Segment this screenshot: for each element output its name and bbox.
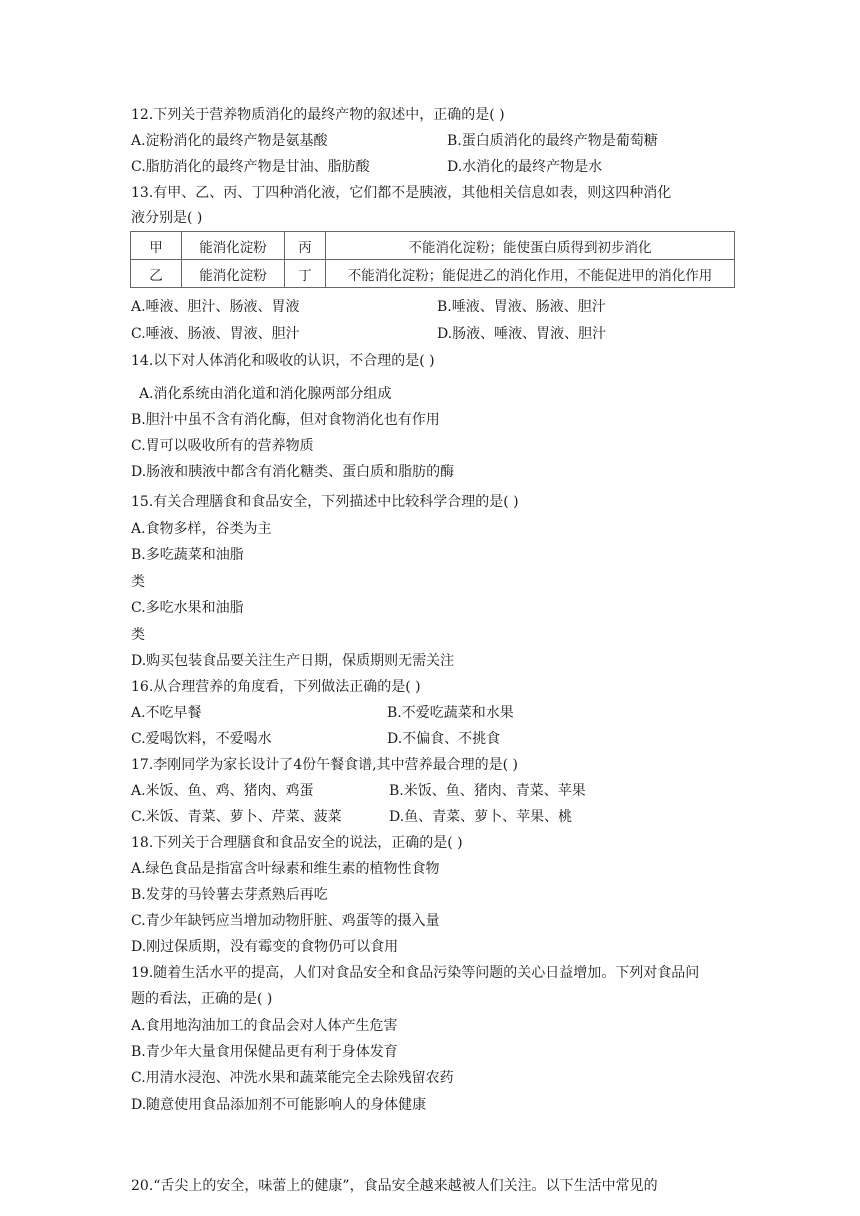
table-cell: 丙	[285, 232, 326, 260]
q17-option-b: B.米饭、鱼、猪肉、青菜、苹果	[389, 783, 586, 799]
table-cell: 能消化淀粉	[182, 232, 285, 260]
q13-option-b: B.唾液、胃液、肠液、胆汁	[437, 299, 606, 315]
q14-stem: 14.以下对人体消化和吸收的认识，不合理的是( )	[131, 353, 435, 369]
q16-stem: 16.从合理营养的角度看，下列做法正确的是( )	[131, 679, 421, 695]
q12-option-c: C.脂肪消化的最终产物是甘油、脂肪酸	[131, 159, 370, 175]
q16-option-d: D.不偏食、不挑食	[387, 731, 501, 747]
q18-option-c: C.青少年缺钙应当增加动物肝脏、鸡蛋等的摄入量	[131, 913, 440, 929]
table-row	[131, 260, 735, 288]
q15-option-c: C.多吃水果和油脂	[131, 600, 244, 616]
q13-stem-line1: 13.有甲、乙、丙、丁四种消化液，它们都不是胰液，其他相关信息如表，则这四种消化	[131, 185, 672, 201]
q13-info-table	[130, 231, 735, 288]
q19-stem-line2: 题的看法，正确的是( )	[131, 991, 273, 1007]
table-cell: 不能消化淀粉；能使蛋白质得到初步消化	[326, 232, 735, 260]
q16-option-c: C.爱喝饮料，不爱喝水	[131, 731, 272, 747]
q17-stem: 17.李刚同学为家长设计了4份午餐食谱,其中营养最合理的是( )	[131, 757, 518, 773]
table-cell: 甲	[131, 232, 182, 260]
table-cell: 乙	[131, 260, 182, 288]
q13-option-d: D.肠液、唾液、胃液、胆汁	[437, 326, 607, 342]
table-row	[131, 232, 735, 260]
q19-option-d: D.随意使用食品添加剂不可能影响人的身体健康	[131, 1097, 427, 1113]
q15-option-a: A.食物多样，谷类为主	[131, 521, 272, 537]
q14-option-b: B.胆汁中虽不含有消化酶，但对食物消化也有作用	[131, 412, 440, 428]
q18-option-b: B.发芽的马铃薯去芽煮熟后再吃	[131, 887, 328, 903]
q19-stem-line1: 19.随着生活水平的提高，人们对食品安全和食品污染等问题的关心日益增加。下列对食品问	[131, 965, 700, 981]
table-cell: 丁	[285, 260, 326, 288]
q19-option-b: B.青少年大量食用保健品更有利于身体发育	[131, 1044, 398, 1060]
q14-option-c: C.胃可以吸收所有的营养物质	[131, 438, 314, 454]
q17-option-a: A.米饭、鱼、鸡、猪肉、鸡蛋	[131, 783, 314, 799]
q16-option-b: B.不爱吃蔬菜和水果	[387, 705, 514, 721]
q17-option-d: D.鱼、青菜、萝卜、苹果、桃	[389, 809, 573, 825]
q15-option-b: B.多吃蔬菜和油脂	[131, 547, 244, 563]
q14-option-d: D.肠液和胰液中都含有消化糖类、蛋白质和脂肪的酶	[131, 464, 455, 480]
q12-option-b: B.蛋白质消化的最终产物是葡萄糖	[447, 133, 658, 149]
table-cell: 能消化淀粉	[182, 260, 285, 288]
q15-option-d: D.购买包装食品要关注生产日期，保质期则无需关注	[131, 653, 455, 669]
q18-option-d: D.刚过保质期，没有霉变的食物仍可以食用	[131, 939, 399, 955]
q19-option-c: C.用清水浸泡、冲洗水果和蔬菜能完全去除残留农药	[131, 1070, 454, 1086]
q13-option-a: A.唾液、胆汁、肠液、胃液	[131, 299, 300, 315]
q12-stem: 12.下列关于营养物质消化的最终产物的叙述中，正确的是( )	[131, 107, 505, 123]
q16-option-a: A.不吃早餐	[131, 705, 202, 721]
q12-option-d: D.水消化的最终产物是水	[447, 159, 603, 175]
q19-option-a: A.食用地沟油加工的食品会对人体产生危害	[131, 1018, 398, 1034]
q18-stem: 18.下列关于合理膳食和食品安全的说法，正确的是( )	[131, 835, 463, 851]
q13-option-c: C.唾液、肠液、胃液、胆汁	[131, 326, 300, 342]
q12-option-a: A.淀粉消化的最终产物是氨基酸	[131, 133, 328, 149]
q13-stem-line2: 液分别是( )	[131, 210, 203, 226]
q14-option-a: A.消化系统由消化道和消化腺两部分组成	[139, 386, 392, 402]
q17-option-c: C.米饭、青菜、萝卜、芹菜、菠菜	[131, 809, 342, 825]
q15-option-c-continued: 类	[131, 627, 145, 643]
q15-stem: 15.有关合理膳食和食品安全，下列描述中比较科学合理的是( )	[131, 494, 519, 510]
q18-option-a: A.绿色食品是指富含叶绿素和维生素的植物性食物	[131, 861, 440, 877]
q20-stem: 20.“舌尖上的安全，味蕾上的健康”，食品安全越来越被人们关注。以下生活中常见的	[131, 1178, 658, 1194]
q15-option-b-continued: 类	[131, 574, 145, 590]
table-cell: 不能消化淀粉；能促进乙的消化作用，不能促进甲的消化作用	[326, 260, 735, 288]
